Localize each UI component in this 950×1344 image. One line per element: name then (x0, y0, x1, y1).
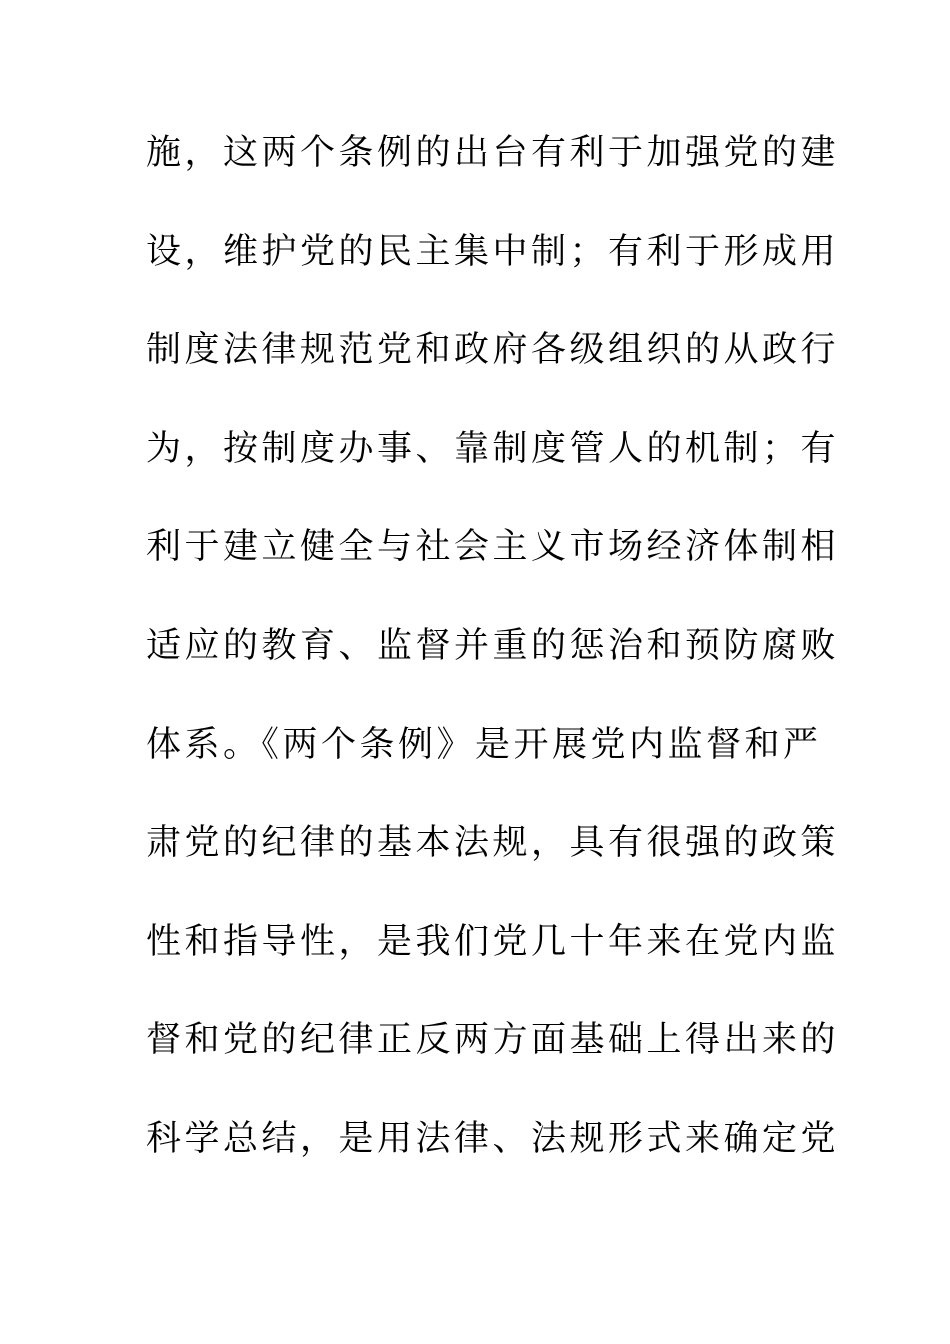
text-line-11: 科学总结，是用法律、法规形式来确定党 (146, 1118, 840, 1159)
text-line-5: 利于建立健全与社会主义市场经济体制相 (146, 527, 840, 568)
text-line-4: 为，按制度办事、靠制度管人的机制；有 (146, 428, 840, 469)
text-line-6: 适应的教育、监督并重的惩治和预防腐败 (146, 625, 840, 666)
text-line-9: 性和指导性，是我们党几十年来在党内监 (146, 921, 840, 962)
body-text (146, 123, 846, 1208)
text-line-7: 体系。《两个条例》是开展党内监督和严 (146, 724, 822, 765)
text-line-10: 督和党的纪律正反两方面基础上得出来的 (146, 1020, 840, 1061)
text-line-3: 制度法律规范党和政府各级组织的从政行 (146, 330, 840, 371)
text-line-8: 肃党的纪律的基本法规，具有很强的政策 (146, 823, 840, 864)
text-line-1: 施，这两个条例的出台有利于加强党的建 (146, 133, 840, 173)
text-line-2: 设，维护党的民主集中制；有利于形成用 (146, 231, 840, 272)
